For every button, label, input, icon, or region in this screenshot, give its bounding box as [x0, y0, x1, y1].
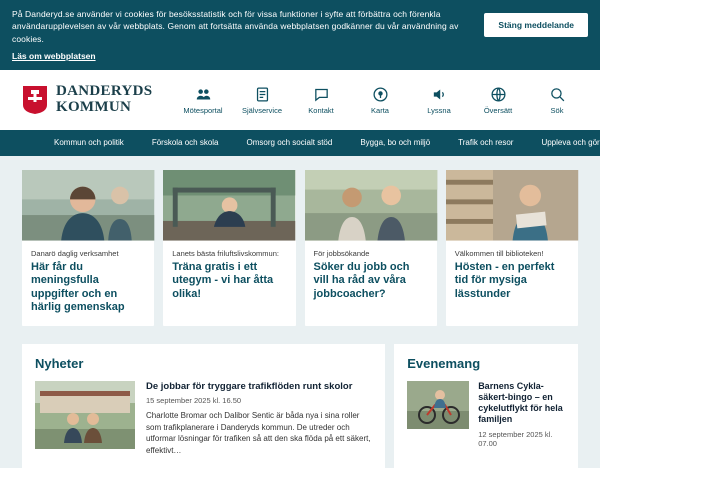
event-item[interactable] [407, 381, 565, 450]
main-navigation [0, 130, 713, 156]
cookie-policy-link[interactable]: Läs om webbplatsen [12, 50, 96, 61]
close-cookie-message-button[interactable]: Stäng meddelande [484, 13, 588, 37]
nav-item-omsorg-och-socialt-stod[interactable]: Omsorg och socialt stöd [246, 138, 333, 148]
hero-card-image [163, 170, 295, 242]
hero-card-title: Söker du jobb och vill ha råd av våra jobbcoacher? [313, 260, 410, 300]
cookie-banner [0, 0, 600, 70]
site-header [0, 70, 600, 130]
map-pin-icon [372, 85, 389, 104]
header-tool-label: Sök [550, 105, 564, 115]
hero-card-image [22, 170, 154, 242]
hero-card[interactable] [305, 170, 437, 326]
header-tool-label: Lyssna [427, 105, 451, 115]
site-logo[interactable] [22, 84, 152, 116]
hero-card-kicker: Välkommen till biblioteken! [454, 248, 544, 258]
nav-item-jobb[interactable]: Jobb [695, 138, 713, 148]
header-tool-lyssna[interactable] [418, 85, 460, 115]
news-item-body [146, 381, 372, 456]
header-tool-sok[interactable] [536, 85, 578, 115]
header-tool-label: Mötesportal [183, 105, 223, 115]
hero-card-kicker: För jobbsökande [313, 248, 370, 258]
header-tool-label: Karta [371, 105, 389, 115]
header-tool-label: Självservice [241, 105, 282, 115]
nav-item-kommun-och-politik[interactable]: Kommun och politik [54, 138, 124, 148]
hero-card[interactable] [163, 170, 295, 326]
hero-card-title: Träna gratis i ett utegym - vi har åtta olika! [172, 260, 274, 300]
event-item-date: 12 september 2025 kl. 07.00 [478, 429, 553, 449]
events-panel [394, 344, 578, 468]
hero-card-image [305, 170, 437, 242]
news-item-image [35, 381, 135, 449]
hero-card-kicker: Danarö daglig verksamhet [31, 248, 119, 258]
header-tool-oversatt[interactable] [477, 85, 519, 115]
hero-card-title: Här får du meningsfulla uppgifter och en härlig gemenskap [31, 260, 125, 314]
hero-card-title: Hösten - en perfekt tid för mysiga lässtunder [454, 260, 555, 300]
hero-card-body [22, 242, 154, 326]
events-heading: Evenemang [407, 355, 481, 371]
hero-card[interactable] [446, 170, 578, 326]
hero-card-image [446, 170, 578, 242]
hero-card-body [163, 242, 295, 312]
event-item-image [407, 381, 469, 429]
users-icon [195, 85, 212, 104]
header-tool-kontakt[interactable] [300, 85, 342, 115]
coat-of-arms-icon [22, 85, 48, 115]
nav-item-bygga-bo-och-miljo[interactable]: Bygga, bo och miljö [360, 138, 431, 148]
news-heading: Nyheter [35, 355, 84, 371]
document-icon [254, 85, 271, 104]
nav-item-trafik-och-resor[interactable]: Trafik och resor [458, 138, 514, 148]
event-item-title: Barnens Cykla-säkert-bingo – en cykelutflykt för hela familjen [478, 380, 563, 425]
hero-card-body [305, 242, 437, 312]
logo-text [56, 84, 152, 116]
speaker-icon [431, 85, 448, 104]
news-panel [22, 344, 385, 468]
header-tool-label: Översätt [483, 105, 513, 115]
event-item-body [478, 381, 565, 450]
header-tool-motesportal[interactable] [182, 85, 224, 115]
news-item-excerpt: Charlotte Bromar och Dalibor Sentic är båda nya i sina roller som trafikplanerare i Danderyds kommun. De utreder och utformar lösningar för trafiken så att den ska flöda på ett säkert, effektivt… [146, 411, 371, 455]
header-tools [182, 85, 578, 115]
news-item[interactable] [35, 381, 372, 456]
logo-line-1: DANDERYDS [56, 83, 153, 100]
bottom-section [0, 344, 600, 468]
logo-line-2: KOMMUN [56, 98, 132, 115]
hero-card-kicker: Lanets bästa friluftslivskommun: [172, 248, 279, 258]
hero-card-grid [0, 156, 600, 344]
header-tool-label: Kontakt [308, 105, 334, 115]
header-tool-karta[interactable] [359, 85, 401, 115]
chat-icon [313, 85, 330, 104]
search-icon [549, 85, 566, 104]
news-item-date: 15 september 2025 kl. 16.50 [146, 396, 242, 406]
nav-item-naringsliv[interactable]: Näringsliv [632, 138, 668, 148]
hero-card-body [446, 242, 578, 312]
globe-icon [490, 85, 507, 104]
cookie-banner-text: På Danderyd.se använder vi cookies för besöksstatistik och för vissa funktioner i syfte att förbättra och förenkla användarupplevelsen av vår webbplats. Genom att fortsätta använda webbplatsen godkänner du vår användning av cookies. [12, 9, 459, 44]
news-item-title: De jobbar för tryggare trafikflöden runt skolor [146, 380, 353, 392]
hero-card[interactable] [22, 170, 154, 326]
nav-item-forskola-och-skola[interactable]: Förskola och skola [151, 138, 219, 148]
header-tool-sjalvservice[interactable] [241, 85, 283, 115]
nav-item-uppleva-och-gora[interactable]: Uppleva och göra [541, 138, 605, 148]
